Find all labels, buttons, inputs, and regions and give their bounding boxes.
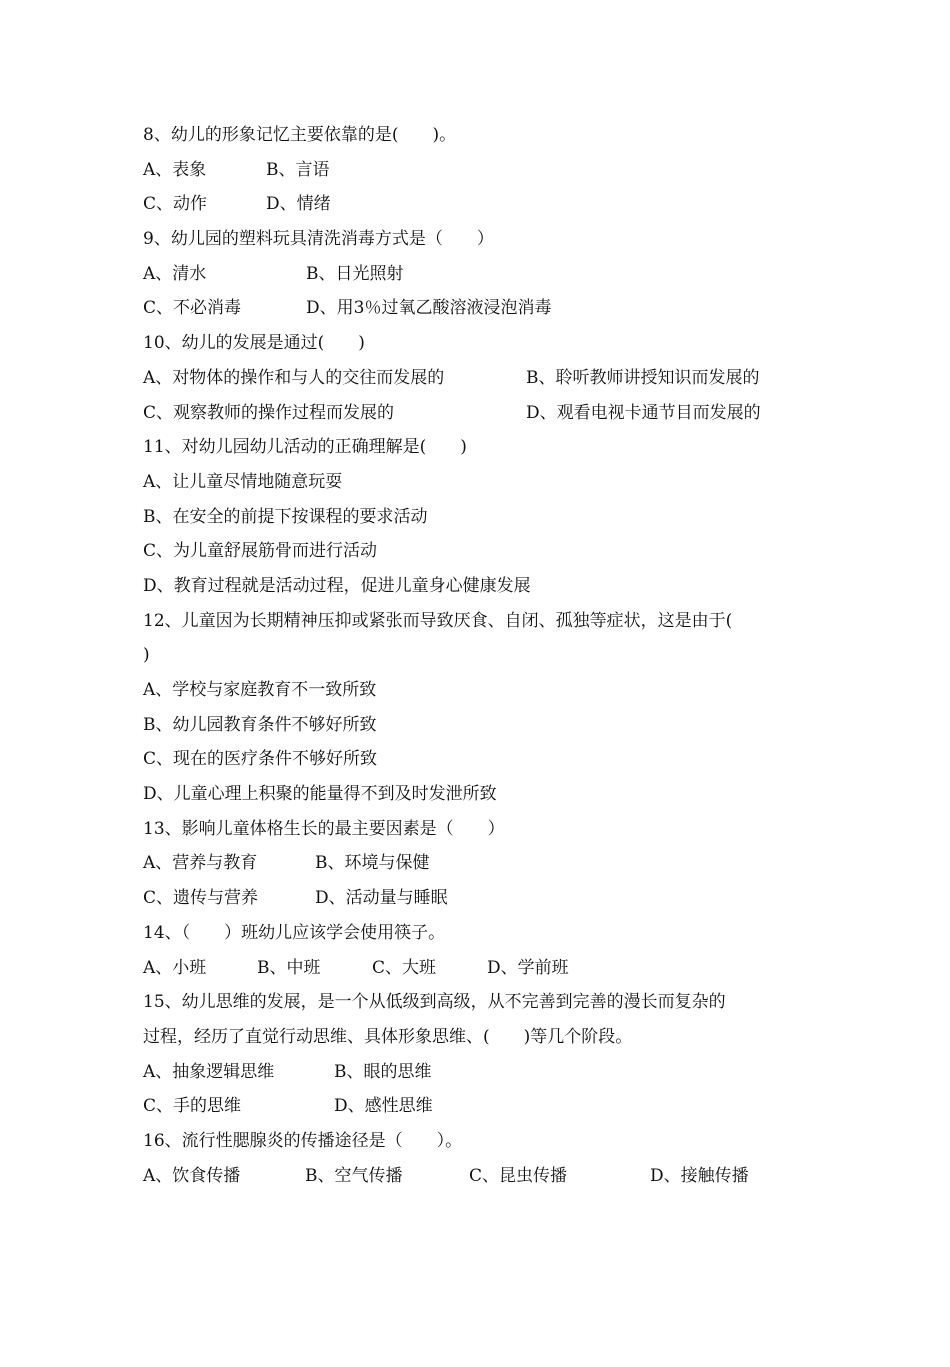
question-11-stem: 11、对幼儿园幼儿活动的正确理解是( ) (143, 437, 467, 458)
question-9-option-d: D、用3％过氧乙酸溶液浸泡消毒 (306, 298, 552, 319)
question-10-option-b: B、聆听教师讲授知识而发展的 (526, 367, 760, 388)
question-13-options-row2 (143, 881, 823, 916)
question-8-option-d: D、情绪 (266, 194, 331, 215)
question-12-stem-tail: ) (143, 645, 150, 666)
question-15-options-row2 (143, 1089, 823, 1124)
question-9-stem: 9、幼儿园的塑料玩具清洗消毒方式是（ ） (143, 229, 494, 250)
question-11-option-d: D、教育过程就是活动过程，促进儿童身心健康发展 (143, 575, 531, 596)
question-10-option-a: A、对物体的操作和与人的交往而发展的 (143, 367, 445, 388)
question-11-option-c: C、为儿童舒展筋骨而进行活动 (143, 541, 378, 562)
question-8-option-b: B、言语 (266, 159, 330, 180)
question-15-stem-tail: 过程，经历了直觉行动思维、具体形象思维、( )等几个阶段。 (143, 1026, 633, 1047)
question-13-option-d: D、活动量与睡眠 (315, 888, 448, 909)
question-15-option-b: B、眼的思维 (334, 1061, 432, 1082)
question-14-options-row (143, 951, 823, 986)
question-12-option-c: C、现在的医疗条件不够好所致 (143, 749, 378, 770)
question-11-option-a: A、让儿童尽情地随意玩耍 (143, 471, 343, 492)
question-8-option-c: C、动作 (143, 194, 208, 215)
question-13-option-b: B、环境与保健 (315, 853, 430, 874)
question-15-options-row1 (143, 1055, 823, 1090)
question-10-option-d: D、观看电视卡通节目而发展的 (526, 402, 761, 423)
question-13-option-a: A、营养与教育 (143, 853, 258, 874)
question-8-option-a: A、表象 (143, 159, 207, 180)
question-14-option-b: B、中班 (257, 957, 321, 978)
question-9-option-a: A、清水 (143, 263, 207, 284)
question-15-stem: 15、幼儿思维的发展，是一个从低级到高级，从不完善到完善的漫长而复杂的 (143, 992, 726, 1013)
question-13-options-row1 (143, 846, 823, 881)
question-14-option-a: A、小班 (143, 957, 207, 978)
question-11-option-b: B、在安全的前提下按课程的要求活动 (143, 506, 428, 527)
question-16-option-a: A、饮食传播 (143, 1165, 241, 1186)
question-14-option-d: D、学前班 (487, 957, 569, 978)
question-9-option-b: B、日光照射 (306, 263, 404, 284)
question-14-option-c: C、大班 (372, 957, 437, 978)
question-14-stem: 14、（ ）班幼儿应该学会使用筷子。 (143, 922, 446, 943)
question-16-option-c: C、昆虫传播 (469, 1165, 568, 1186)
question-12-option-b: B、幼儿园教育条件不够好所致 (143, 714, 377, 735)
question-16-stem: 16、流行性腮腺炎的传播途径是（ ）。 (143, 1130, 463, 1151)
question-list (143, 118, 823, 1193)
question-9-option-c: C、不必消毒 (143, 298, 242, 319)
question-8-stem: 8、幼儿的形象记忆主要依靠的是( )。 (143, 125, 457, 145)
question-16-options-row (143, 1159, 823, 1194)
question-8-options-row1 (143, 153, 823, 188)
question-15-option-a: A、抽象逻辑思维 (143, 1061, 275, 1082)
question-8-options-row2 (143, 187, 823, 222)
question-10-options-row1 (143, 361, 823, 396)
question-15-option-c: C、手的思维 (143, 1096, 242, 1117)
question-9-options-row1 (143, 257, 823, 292)
question-12-option-a: A、学校与家庭教育不一致所致 (143, 680, 377, 700)
question-10-option-c: C、观察教师的操作过程而发展的 (143, 402, 395, 423)
question-13-option-c: C、遗传与营养 (143, 888, 259, 909)
question-16-option-d: D、接触传播 (650, 1165, 749, 1186)
question-12-option-d: D、儿童心理上积聚的能量得不到及时发泄所致 (143, 784, 497, 805)
question-15-option-d: D、感性思维 (334, 1096, 433, 1117)
question-10-options-row2 (143, 396, 823, 431)
question-9-options-row2 (143, 291, 823, 326)
question-16-option-b: B、空气传播 (305, 1165, 403, 1186)
question-13-stem: 13、影响儿童体格生长的最主要因素是（ ） (143, 818, 505, 839)
question-10-stem: 10、幼儿的发展是通过( ) (143, 333, 365, 354)
question-12-stem: 12、儿童因为长期精神压抑或紧张而导致厌食、自闭、孤独等症状，这是由于( (143, 610, 733, 631)
